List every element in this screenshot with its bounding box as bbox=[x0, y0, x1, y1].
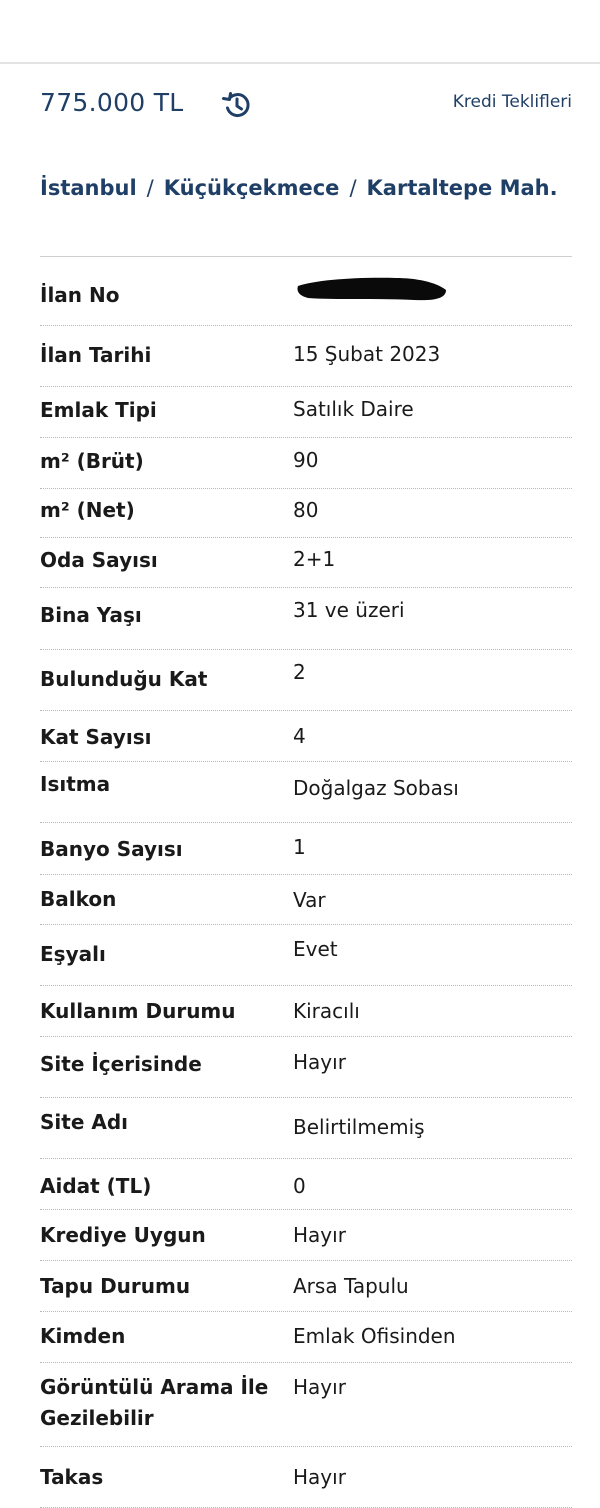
detail-row-emlak-tipi bbox=[40, 387, 572, 438]
breadcrumb-separator: / bbox=[146, 176, 154, 200]
detail-row-m2-brut bbox=[40, 438, 572, 489]
detail-label: Bina Yaşı bbox=[40, 603, 142, 627]
history-clock-icon[interactable] bbox=[220, 88, 254, 122]
detail-row-balkon bbox=[40, 875, 572, 925]
detail-row-kat-sayisi bbox=[40, 711, 572, 762]
detail-label: İlan No bbox=[40, 283, 120, 307]
detail-value: Hayır bbox=[293, 1375, 346, 1399]
detail-row-esyali bbox=[40, 925, 572, 986]
detail-label: Görüntülü Arama İle Gezilebilir bbox=[40, 1375, 269, 1430]
detail-label: Takas bbox=[40, 1465, 104, 1489]
detail-value: 2+1 bbox=[293, 547, 336, 571]
detail-value: 80 bbox=[293, 498, 319, 522]
detail-label: m² (Net) bbox=[40, 498, 135, 522]
price-row bbox=[40, 86, 572, 126]
breadcrumb-district[interactable]: Küçükçekmece bbox=[163, 176, 340, 200]
detail-value: Belirtilmemiş bbox=[293, 1115, 425, 1139]
detail-label: Isıtma bbox=[40, 772, 111, 796]
detail-value: Satılık Daire bbox=[293, 397, 414, 421]
detail-value: Emlak Ofisinden bbox=[293, 1324, 456, 1348]
detail-label: Kat Sayısı bbox=[40, 725, 152, 749]
detail-row-krediye-uygun bbox=[40, 1210, 572, 1261]
detail-row-aidat bbox=[40, 1159, 572, 1210]
detail-row-oda-sayisi bbox=[40, 538, 572, 588]
detail-value: Hayır bbox=[293, 1050, 346, 1074]
detail-value: Arsa Tapulu bbox=[293, 1274, 409, 1298]
listing-price: 775.000 TL bbox=[40, 88, 184, 117]
detail-label: Aidat (TL) bbox=[40, 1174, 152, 1198]
detail-value: Doğalgaz Sobası bbox=[293, 776, 459, 800]
breadcrumb-city[interactable]: İstanbul bbox=[40, 176, 137, 200]
detail-row-tapu-durumu bbox=[40, 1261, 572, 1312]
detail-row-bulundugu-kat bbox=[40, 650, 572, 711]
detail-value: 15 Şubat 2023 bbox=[293, 342, 441, 366]
detail-label: Balkon bbox=[40, 887, 117, 911]
detail-row-isitma bbox=[40, 762, 572, 823]
detail-row-m2-net bbox=[40, 489, 572, 538]
top-divider bbox=[0, 62, 600, 64]
breadcrumb-divider bbox=[40, 256, 572, 257]
detail-value: Var bbox=[293, 888, 326, 912]
detail-value: 31 ve üzeri bbox=[293, 598, 405, 622]
redacted-listing-number bbox=[296, 274, 448, 304]
detail-label: Oda Sayısı bbox=[40, 548, 158, 572]
detail-label: m² (Brüt) bbox=[40, 449, 144, 473]
detail-value: 1 bbox=[293, 835, 306, 859]
detail-row-ilan-tarihi bbox=[40, 326, 572, 387]
detail-row-takas bbox=[40, 1447, 572, 1508]
detail-row-site-adi bbox=[40, 1098, 572, 1159]
breadcrumb-neighborhood[interactable]: Kartaltepe Mah. bbox=[366, 176, 558, 200]
detail-value: Evet bbox=[293, 937, 338, 961]
detail-value: Kiracılı bbox=[293, 999, 360, 1023]
detail-label: Bulunduğu Kat bbox=[40, 667, 208, 691]
detail-value: 90 bbox=[293, 448, 319, 472]
detail-row-ilan-no bbox=[40, 266, 572, 326]
detail-label: Site Adı bbox=[40, 1110, 128, 1134]
detail-row-kullanim-durumu bbox=[40, 986, 572, 1037]
detail-row-site-icerisinde bbox=[40, 1037, 572, 1098]
credit-offers-link[interactable]: Kredi Teklifleri bbox=[452, 92, 572, 112]
detail-label: Banyo Sayısı bbox=[40, 837, 183, 861]
listing-details bbox=[40, 266, 572, 1508]
detail-label: İlan Tarihi bbox=[40, 343, 152, 367]
detail-value: Hayır bbox=[293, 1465, 346, 1489]
detail-label: Kimden bbox=[40, 1324, 126, 1348]
detail-row-goruntulu-arama bbox=[40, 1363, 572, 1447]
detail-label: Tapu Durumu bbox=[40, 1274, 191, 1298]
detail-value: 4 bbox=[293, 724, 306, 748]
detail-label: Eşyalı bbox=[40, 942, 106, 966]
detail-row-banyo-sayisi bbox=[40, 823, 572, 875]
detail-label: Site İçerisinde bbox=[40, 1052, 202, 1076]
detail-value: 0 bbox=[293, 1174, 306, 1198]
detail-row-kimden bbox=[40, 1312, 572, 1363]
detail-label: Kullanım Durumu bbox=[40, 999, 236, 1023]
detail-value: 2 bbox=[293, 660, 306, 684]
detail-label: Krediye Uygun bbox=[40, 1223, 206, 1247]
breadcrumb-separator: / bbox=[349, 176, 357, 200]
detail-label: Emlak Tipi bbox=[40, 398, 157, 422]
detail-row-bina-yasi bbox=[40, 588, 572, 650]
detail-value: Hayır bbox=[293, 1223, 346, 1247]
breadcrumb bbox=[40, 172, 572, 204]
